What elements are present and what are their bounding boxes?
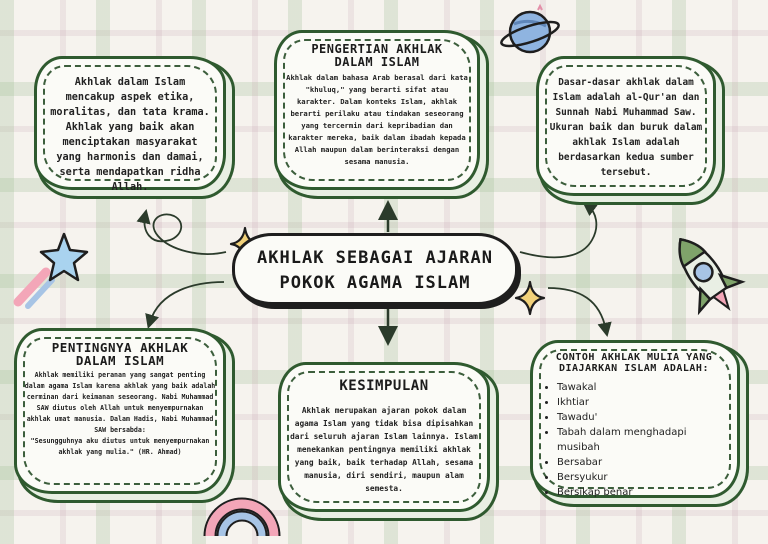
kesimpulan-card [278,362,490,512]
contoh-card [530,340,740,498]
dasar-text: Dasar-dasar akhlak dalam Islam adalah al-Qur'an dan Sunnah Nabi Muhammad Saw. Ukuran baik dan buruk dalam akhlak Islam adalah berdasarkan kedua sumber tersebut. [549,77,703,178]
list-item: • Bersabar [557,455,729,470]
pentingnya-title-line2: DALAM ISLAM [75,353,165,369]
rainbow-icon [204,488,280,538]
shooting-star-icon [12,228,92,308]
pentingnya-title-line1: PENTINGNYA AKHLAK [51,340,189,355]
list-item: • Tawakal [557,380,729,395]
contoh-title [539,353,729,374]
dasar-card [536,56,716,196]
kesimpulan-text: Akhlak merupakan ajaran pokok dalam agama Islam yang tidak bisa dipisahkan dari seluruh ajaran Islam lainnya. Islam menekankan pentingnya memiliki akhlak yang baik, baik terhadap Allah, sesama manusia, diri sendiri, maupun alam semesta. [290,405,478,493]
pentingnya-title [24,341,216,367]
list-item: • Tabah dalam menghadapi musibah [557,425,729,455]
list-item: • Bersikap benar [557,485,729,500]
rocket-icon [656,226,752,320]
central-title-line2: POKOK AGAMA ISLAM [279,273,471,293]
pengertian-text: Akhlak dalam bahasa Arab berasal dari kata "khuluq," yang berarti sifat atau karakter. Dalam konteks Islam, akhlak berarti perilaku atau tindakan seseorang yang tercermin dari kepribadian dan karakter mereka, baik dalam ibadah kepada Allah maupun dalam berinteraksi dengan sesama manusia. [286,73,468,167]
contoh-list [539,380,729,500]
aspek-card [34,56,226,193]
pentingnya-text: Akhlak memiliki peranan yang sangat penting dalam agama Islam karena akhlak yang baik adalah cerminan dari keimanan seseorang. Nabi Muhammad SAW diutus oleh Allah untuk menyempurnakan akhlak umat manusia. Dalam Hadis, Nabi Muhammad SAW bersabda: [24,371,216,435]
pentingnya-quote: "Sesungguhnya aku diutus untuk menyempurnakan akhlak yang mulia." (HR. Ahmad) [30,437,210,457]
pengertian-title [285,43,469,68]
central-title [232,233,518,305]
pengertian-title-line2: DALAM ISLAM [334,54,420,69]
aspek-text: Akhlak dalam Islam mencakup aspek etika, moralitas, dan tata krama. Akhlak yang baik akan menciptakan masyarakat yang harmonis dan damai, serta mendapatkan ridha Allah. [50,77,210,193]
central-title-line1: AKHLAK SEBAGAI AJARAN [257,248,493,268]
contoh-title-line1: CONTOH AKHLAK MULIA YANG [555,352,713,363]
list-item: • Tawadu' [557,410,729,425]
contoh-title-line2: DIAJARKAN ISLAM ADALAH: [559,362,709,374]
list-item: • Ikhtiar [557,395,729,410]
pengertian-title-line1: PENGERTIAN AKHLAK [311,42,443,56]
pentingnya-card [14,328,226,494]
sparkle-icon [514,280,546,316]
pengertian-card [274,30,480,190]
planet-icon [498,4,562,56]
kesimpulan-title: KESIMPULAN [339,378,429,394]
list-item: • Bersyukur [557,470,729,485]
